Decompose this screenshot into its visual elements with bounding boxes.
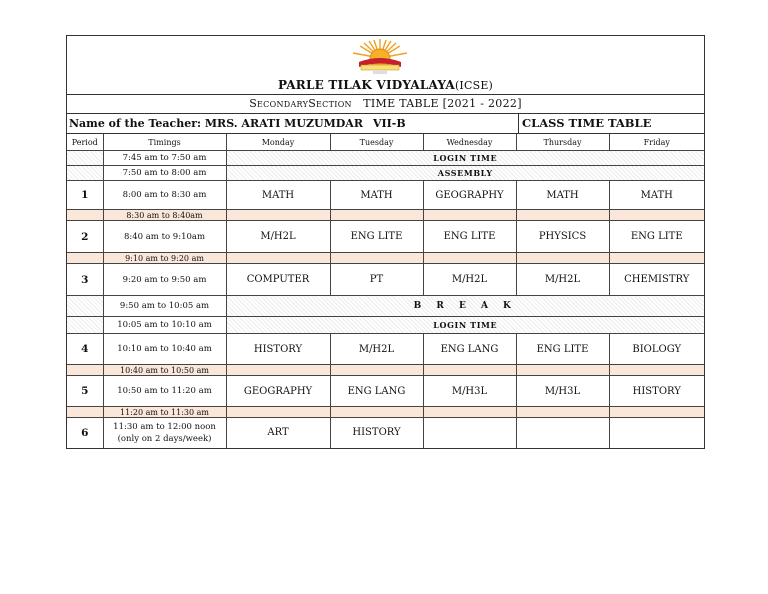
- teacher-name: Name of the Teacher: MRS. ARATI MUZUMDAR: [69, 117, 363, 130]
- subject-cell: M/H2L: [330, 334, 423, 365]
- timing-line: 11:30 am to 12:00 noon: [113, 421, 216, 432]
- subject-cell: M/H2L: [226, 221, 330, 253]
- subject-cell: ENG LANG: [330, 376, 423, 407]
- timing-note: (only on 2 days/week): [117, 433, 212, 444]
- timing-cell: 10:10 am to 10:40 am: [103, 334, 226, 365]
- table-row: [67, 264, 704, 296]
- subject-cell: [516, 365, 609, 376]
- subject-cell: ENG LITE: [609, 221, 704, 253]
- subject-cell: M/H2L: [516, 264, 609, 296]
- subject-cell: [423, 253, 516, 264]
- timing-cell: 9:10 am to 9:20 am: [103, 253, 226, 264]
- section-label: SecondarySection: [249, 97, 352, 110]
- period-cell: [67, 210, 103, 221]
- table-row: [67, 253, 704, 264]
- assembly-cell: ASSEMBLY: [226, 166, 704, 181]
- subject-cell: ENG LITE: [423, 221, 516, 253]
- subject-cell: ART: [226, 418, 330, 448]
- subject-cell: MATH: [516, 181, 609, 210]
- school-name: PARLE TILAK VIDYALAYA: [277, 78, 455, 92]
- table-row: [67, 181, 704, 210]
- timetable-title: TIME TABLE [2021 - 2022]: [363, 97, 522, 110]
- table-row: [67, 151, 704, 166]
- table-row: [67, 210, 704, 221]
- period-cell: 1: [67, 181, 103, 210]
- table-row: [67, 365, 704, 376]
- subject-cell: MATH: [330, 181, 423, 210]
- table-row: [67, 418, 704, 448]
- period-cell: [67, 296, 103, 317]
- login-time-cell: LOGIN TIME: [226, 151, 704, 166]
- header-monday: Monday: [226, 134, 330, 151]
- timing-cell: [103, 418, 226, 448]
- period-cell: 3: [67, 264, 103, 296]
- period-cell: [67, 365, 103, 376]
- timing-cell: 9:50 am to 10:05 am: [103, 296, 226, 317]
- subject-cell: HISTORY: [226, 334, 330, 365]
- header-timings: Timings: [103, 134, 226, 151]
- subject-cell: GEOGRAPHY: [423, 181, 516, 210]
- subject-cell: [330, 407, 423, 418]
- timing-cell: 7:45 am to 7:50 am: [103, 151, 226, 166]
- subject-cell: [516, 210, 609, 221]
- period-cell: 4: [67, 334, 103, 365]
- subject-cell: [609, 407, 704, 418]
- timing-cell: 10:05 am to 10:10 am: [103, 317, 226, 334]
- subject-cell: M/H3L: [423, 376, 516, 407]
- table-row: [67, 296, 704, 317]
- subject-cell: ENG LITE: [516, 334, 609, 365]
- period-cell: [67, 407, 103, 418]
- subject-cell: [423, 210, 516, 221]
- subject-cell: M/H3L: [516, 376, 609, 407]
- subject-cell: GEOGRAPHY: [226, 376, 330, 407]
- subject-cell: PT: [330, 264, 423, 296]
- subject-cell: MATH: [609, 181, 704, 210]
- table-row: [67, 334, 704, 365]
- subject-cell: [516, 418, 609, 448]
- period-cell: 6: [67, 418, 103, 448]
- subject-cell: [330, 365, 423, 376]
- subject-cell: [330, 210, 423, 221]
- table-row: [67, 407, 704, 418]
- table-row: [67, 376, 704, 407]
- subject-cell: CHEMISTRY: [609, 264, 704, 296]
- subject-cell: [226, 365, 330, 376]
- subject-cell: [609, 210, 704, 221]
- timing-cell: 7:50 am to 8:00 am: [103, 166, 226, 181]
- subject-cell: [516, 407, 609, 418]
- subject-cell: PHYSICS: [516, 221, 609, 253]
- school-logo-icon: [347, 38, 413, 76]
- class-label: VII-B: [372, 117, 406, 130]
- table-row: [67, 221, 704, 253]
- header-wednesday: Wednesday: [423, 134, 516, 151]
- header-thursday: Thursday: [516, 134, 609, 151]
- timetable-grid: [67, 134, 704, 448]
- subject-cell: [226, 253, 330, 264]
- timing-cell: 9:20 am to 9:50 am: [103, 264, 226, 296]
- subject-cell: ENG LITE: [330, 221, 423, 253]
- timing-cell: 10:50 am to 11:20 am: [103, 376, 226, 407]
- subject-cell: [516, 253, 609, 264]
- subject-cell: [609, 365, 704, 376]
- subject-cell: [609, 418, 704, 448]
- header-friday: Friday: [609, 134, 704, 151]
- timing-cell: 8:40 am to 9:10am: [103, 221, 226, 253]
- subject-cell: MATH: [226, 181, 330, 210]
- period-cell: 5: [67, 376, 103, 407]
- timing-cell: 11:20 am to 11:30 am: [103, 407, 226, 418]
- subject-cell: HISTORY: [330, 418, 423, 448]
- subject-cell: [423, 418, 516, 448]
- subject-cell: [423, 365, 516, 376]
- teacher-row: [67, 114, 704, 134]
- subject-cell: BIOLOGY: [609, 334, 704, 365]
- subject-cell: M/H2L: [423, 264, 516, 296]
- school-header: [67, 36, 704, 95]
- period-cell: [67, 166, 103, 181]
- subject-cell: COMPUTER: [226, 264, 330, 296]
- header-period: Period: [67, 134, 103, 151]
- table-row: [67, 166, 704, 181]
- period-cell: [67, 151, 103, 166]
- period-cell: [67, 253, 103, 264]
- timing-cell: 8:00 am to 8:30 am: [103, 181, 226, 210]
- period-cell: [67, 317, 103, 334]
- school-board: (ICSE): [454, 79, 494, 92]
- header-tuesday: Tuesday: [330, 134, 423, 151]
- subject-cell: [226, 210, 330, 221]
- subject-cell: [423, 407, 516, 418]
- subject-cell: [330, 253, 423, 264]
- period-cell: 2: [67, 221, 103, 253]
- table-row: [67, 317, 704, 334]
- class-timetable-heading: CLASS TIME TABLE: [518, 114, 704, 133]
- subject-cell: [226, 407, 330, 418]
- school-title: [67, 78, 704, 92]
- login-time-cell: LOGIN TIME: [226, 317, 704, 334]
- timing-cell: 10:40 am to 10:50 am: [103, 365, 226, 376]
- column-header-row: [67, 134, 704, 151]
- timing-cell: 8:30 am to 8:40am: [103, 210, 226, 221]
- timetable-sheet: [66, 35, 705, 449]
- timetable-subtitle: [67, 95, 704, 114]
- break-cell: B R E A K: [226, 296, 704, 317]
- subject-cell: HISTORY: [609, 376, 704, 407]
- subject-cell: [609, 253, 704, 264]
- subject-cell: ENG LANG: [423, 334, 516, 365]
